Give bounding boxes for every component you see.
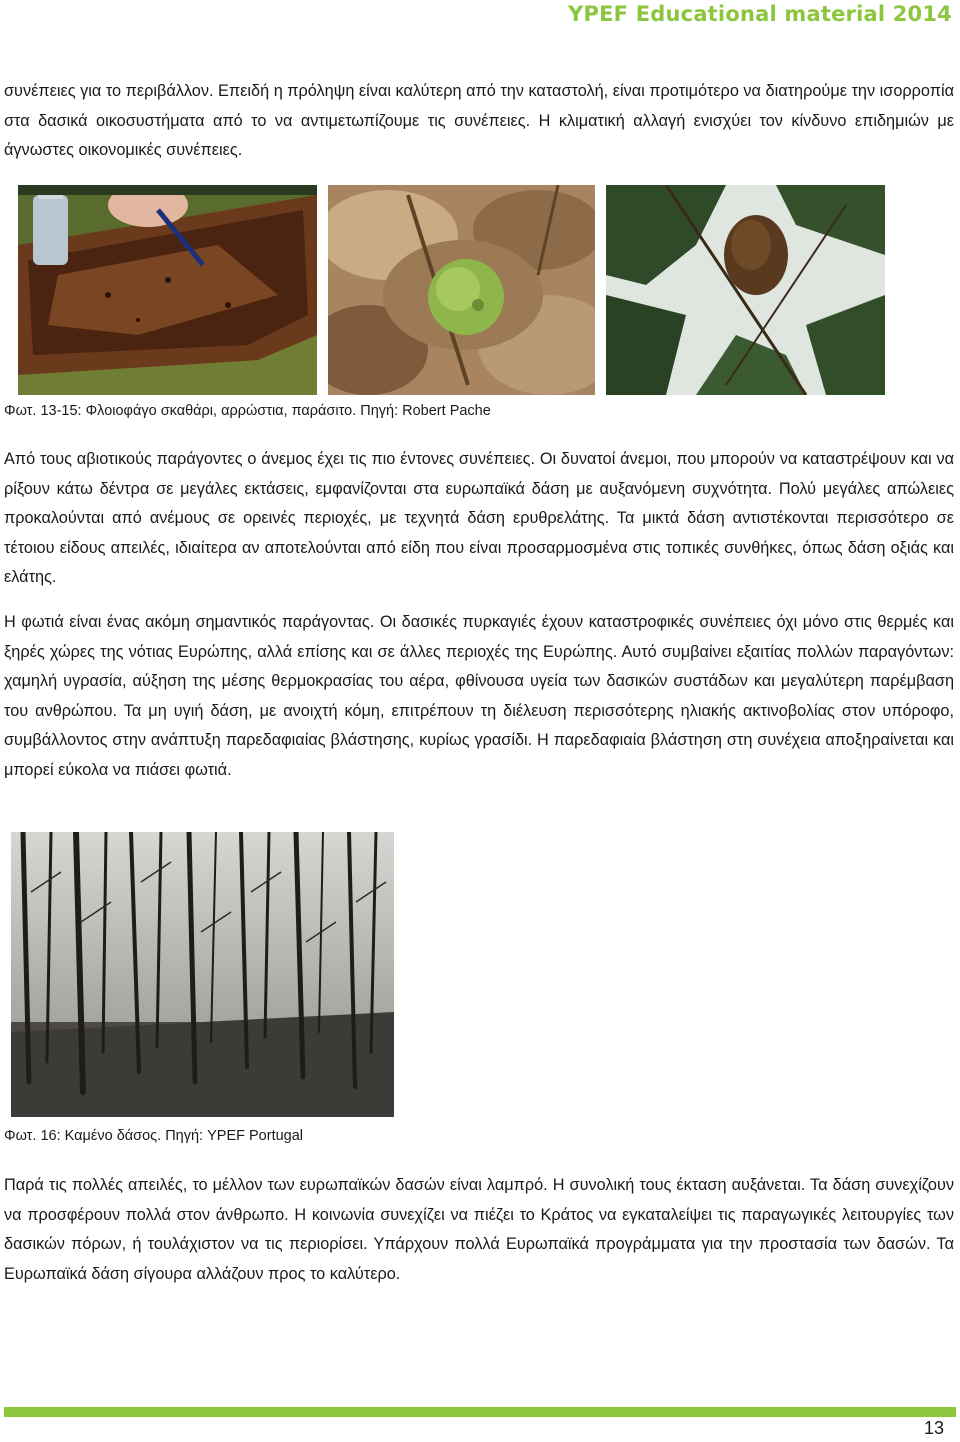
paragraph-wind: Από τους αβιοτικούς παράγοντες ο άνεμος έχει τις πιο έντονες συνέπειες. Οι δυνατοί άνεμοι, που μπορούν να καταστρέψουν και να ρίξουν κάτω δέντρα σε μεγάλες εκτάσεις, εμφανίζονται στα ευρωπαϊκά δάση με αυξανόμενη συχνότητα. Πολύ μεγάλες απώλειες προκαλούνται από ανέμους σε ορεινές περιοχές, με τεχνητά δάση ερυθρελάτης. Τα μικτά δάση αντιστέκονται περισσότερο σε τέτοιου είδους απειλές, ιδιαίτερα αν αποτελούνται από είδη που είναι προσαρμοσμένα στις τοπικές συνθήκες, όπως δάση οξιάς και ελάτης. — [4, 450, 954, 586]
paragraph-fire: Η φωτιά είναι ένας ακόμη σημαντικός παράγοντας. Οι δασικές πυρκαγιές έχουν καταστροφικές συνέπειες όχι μόνο στις θερμές και ξηρές χώρες της νότιας Ευρώπης, αλλά επίσης και σε άλλες περιοχές της Ευρώπης. Αυτό συμβαίνει εξαιτίας πολλών παραγόντων: χαμηλή υγρασία, αύξηση της μέσης θερμοκρασίας του αέρα, φθίνουσα υγεία των δασικών συστάδων και μεγαλύτερη παρέμβαση του ανθρώπου. Τα μη υγιή δάση, με ανοιχτή κόμη, επιτρέπουν τη διέλευση περισσότερης ηλιακής ακτινοβολίας στον υπόροφο, συμβάλλοντος στην ανάπτυξη παρεδαφιαίας βλάστησης, κυρίως γρασίδι. Η παρεδαφιαία βλάστηση στη συνέχεια αποξηραίνεται και μπορεί εύκολα να πιάσει φωτιά. — [4, 613, 954, 779]
bark-beetle-photo — [18, 185, 317, 395]
paragraph-intro: συνέπειες για το περιβάλλον. Επειδή η πρόληψη είναι καλύτερη από την καταστολή, είναι προτιμότερο να διατηρούμε την ισορροπία στα δασικά οικοσυστήματα από το να αντιμετωπίζουμε τις συνέπειες. Η κλιματική αλλαγή ενισχύει τον κίνδυνο επιδημιών με άγνωστες οικονομικές συνέπειες. — [4, 82, 954, 159]
oak-gall-disease-photo — [328, 185, 595, 395]
footer-bar — [4, 1407, 956, 1417]
photos-13-15-caption: Φωτ. 13-15: Φλοιοφάγο σκαθάρι, αρρώστια, παράσιτο. Πηγή: Robert Pache — [4, 403, 491, 419]
burned-forest-photo — [11, 832, 394, 1117]
parasite-in-conifer-photo — [606, 185, 885, 395]
document-header-title: YPEF Educational material 2014 — [568, 2, 952, 26]
paragraph-future: Παρά τις πολλές απειλές, το μέλλον των ευρωπαϊκών δασών είναι λαμπρό. Η συνολική τους έκταση αυξάνεται. Τα δάση συνεχίζουν να προσφέρουν πολλά στον άνθρωπο. Η κοινωνία συνεχίζει να πιέζει το Κράτος να εγκαταλείψει τις παραγωγικές λειτουργίες των δασικών πόρων, ή τουλάχιστον να τις περιορίσει. Υπάρχουν πολλά Ευρωπαϊκά προγράμματα για την προστασία των δασών. Τα Ευρωπαϊκά δάση σίγουρα αλλάζουν προς το καλύτερο. — [4, 1176, 954, 1283]
page-number: 13 — [923, 1418, 944, 1438]
photo-16-caption: Φωτ. 16: Καμένο δάσος. Πηγή: YPEF Portugal — [4, 1128, 304, 1144]
